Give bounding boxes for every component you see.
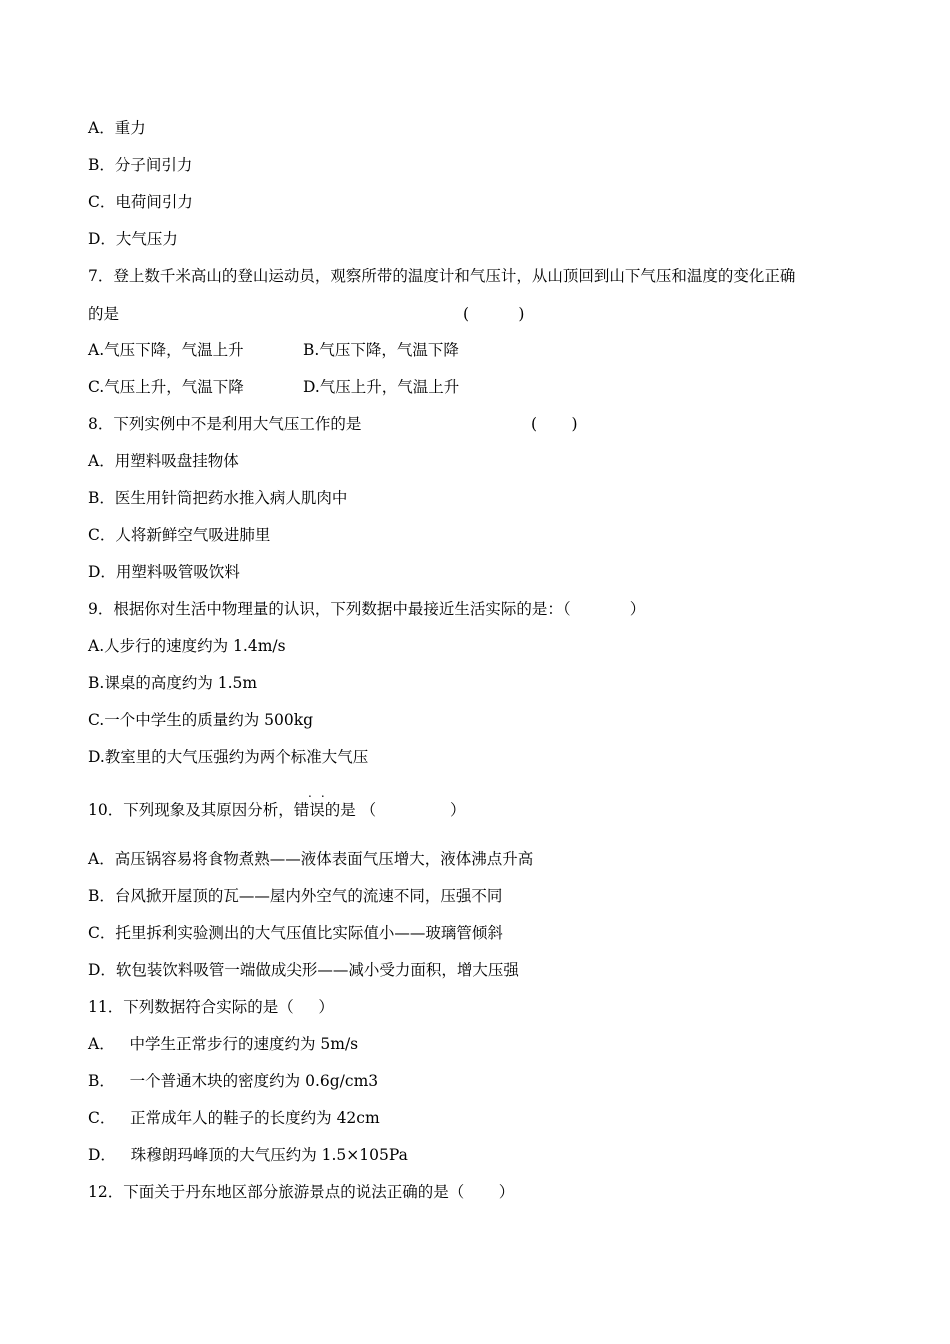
q11-option-a: A． 中学生正常步行的速度约为 5m/s (88, 1035, 359, 1053)
q6-option-a: A．重力 (88, 119, 146, 137)
q6-option-b: B．分子间引力 (88, 156, 193, 174)
q9-option-c: C.一个中学生的质量约为 500kg (88, 711, 314, 729)
q11-option-b: B． 一个普通木块的密度约为 0.6g/cm3 (88, 1072, 379, 1090)
q9-option-a: A.人步行的速度约为 1.4m/s (88, 637, 286, 655)
q8-answer-paren: ( ) (531, 415, 578, 433)
q8-option-d: D．用塑料吸管吸饮料 (88, 563, 240, 581)
q10-option-d: D．软包装饮料吸管一端做成尖形——减小受力面积，增大压强 (88, 961, 519, 979)
q10-question: 10．下列现象及其原因分析，错误的是 （ ） (88, 801, 466, 819)
q8-option-c: C．人将新鲜空气吸进肺里 (88, 526, 271, 544)
q7-question-line2: 的是 (88, 305, 120, 323)
q7-option-a: A.气压下降，气温上升 (88, 341, 244, 359)
q6-option-c: C．电荷间引力 (88, 193, 193, 211)
q10-emphasis-dots: .. (308, 786, 334, 800)
q10-option-b: B．台风掀开屋顶的瓦——屋内外空气的流速不同，压强不同 (88, 887, 503, 905)
q7-question-line1: 7．登上数千米高山的登山运动员，观察所带的温度计和气压计，从山顶回到山下气压和温度的变化正确 (88, 267, 796, 285)
q6-option-d: D．大气压力 (88, 230, 178, 248)
q9-question: 9．根据你对生活中物理量的认识，下列数据中最接近生活实际的是：（ ） (88, 600, 646, 618)
q10-option-c: C．托里拆利实验测出的大气压值比实际值小——玻璃管倾斜 (88, 924, 503, 942)
q7-option-d: D.气压上升，气温上升 (303, 378, 460, 396)
q12-question: 12．下面关于丹东地区部分旅游景点的说法正确的是（ ） (88, 1183, 515, 1201)
q11-question: 11．下列数据符合实际的是（ ） (88, 998, 334, 1016)
q11-option-d: D． 珠穆朗玛峰顶的大气压约为 1.5×105Pa (88, 1146, 408, 1164)
q7-option-c: C.气压上升，气温下降 (88, 378, 244, 396)
q9-option-b: B.课桌的高度约为 1.5m (88, 674, 258, 692)
q10-option-a: A．高压锅容易将食物煮熟——液体表面气压增大，液体沸点升高 (88, 850, 534, 868)
q8-option-a: A．用塑料吸盘挂物体 (88, 452, 239, 470)
q8-option-b: B．医生用针筒把药水推入病人肌肉中 (88, 489, 348, 507)
q7-answer-paren: ( ) (463, 305, 525, 323)
q9-option-d: D.教室里的大气压强约为两个标准大气压 (88, 748, 369, 766)
q11-option-c: C． 正常成年人的鞋子的长度约为 42cm (88, 1109, 380, 1127)
q7-option-b: B.气压下降，气温下降 (303, 341, 459, 359)
q8-question: 8．下列实例中不是利用大气压工作的是 (88, 415, 362, 433)
